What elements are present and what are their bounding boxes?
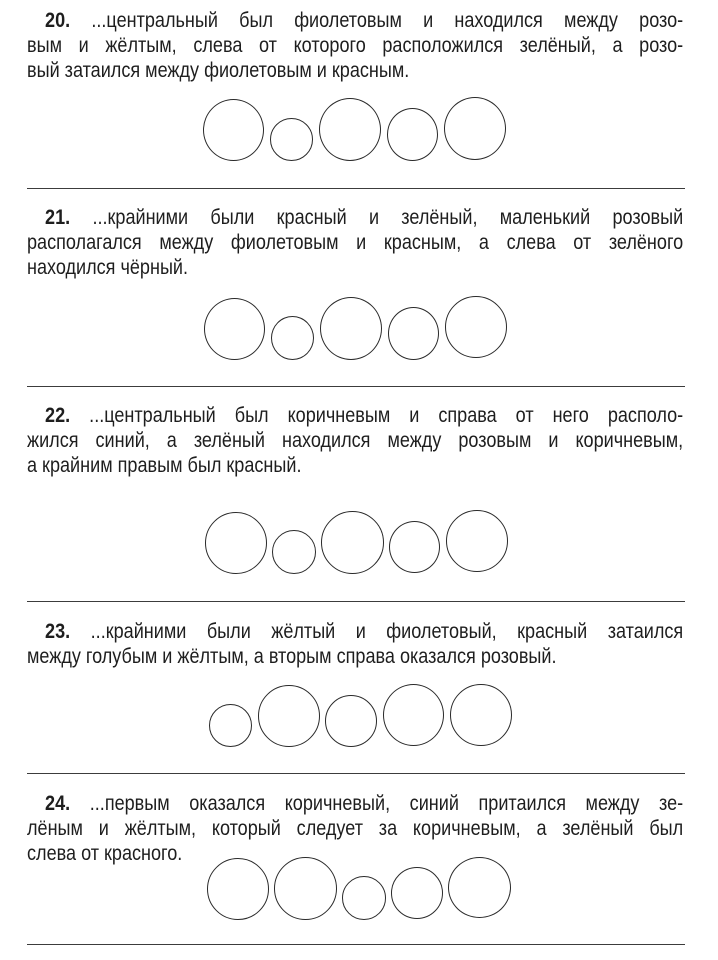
answer-circle-large[interactable]	[205, 512, 267, 574]
task-text	[27, 619, 683, 669]
text-line: 20. ...центральный был фиолетовым и находился между розо-	[45, 9, 684, 32]
answer-circle-small[interactable]	[342, 876, 386, 920]
text-line: жился синий, а зелёный находился между розовым и коричневым,	[27, 429, 684, 452]
answer-circle-medium[interactable]	[325, 695, 377, 747]
answer-circle-large[interactable]	[258, 685, 320, 747]
answer-circle-large[interactable]	[445, 296, 507, 358]
answer-circle-large[interactable]	[383, 684, 444, 746]
answer-circle-large[interactable]	[274, 857, 337, 920]
answer-circle-small[interactable]	[271, 316, 314, 360]
text-line: а крайним правым был красный.	[27, 454, 302, 477]
task-number: 24.	[45, 792, 71, 815]
task-text	[27, 8, 683, 83]
text-line: 24. ...первым оказался коричневый, синий притаился между зе-	[45, 792, 684, 815]
answer-circle-small[interactable]	[209, 704, 252, 747]
text-line: 21. ...крайними были красный и зелёный, маленький розовый	[45, 206, 684, 229]
text-line: 23. ...крайними были жёлтый и фиолетовый, красный затаился	[45, 620, 684, 643]
answer-circle-medium[interactable]	[387, 108, 438, 161]
section-divider	[27, 386, 685, 387]
section-divider	[27, 944, 685, 945]
answer-circle-small[interactable]	[272, 530, 316, 574]
text-line: между голубым и жёлтым, а вторым справа оказался розовый.	[27, 645, 557, 668]
answer-circle-large[interactable]	[320, 297, 382, 360]
text-line: вый затаился между фиолетовым и красным.	[27, 59, 410, 82]
text-line: 22. ...центральный был коричневым и справа от него располо-	[45, 404, 684, 427]
text-line: слева от красного.	[27, 842, 183, 865]
answer-circle-large[interactable]	[450, 684, 512, 746]
task-number: 20.	[45, 9, 71, 32]
section-divider	[27, 601, 685, 602]
task-text	[27, 403, 683, 478]
task-number: 23.	[45, 620, 71, 643]
answer-circle-small[interactable]	[270, 118, 313, 161]
task-number: 22.	[45, 404, 71, 427]
task-text	[27, 205, 683, 280]
answer-circle-medium[interactable]	[389, 521, 440, 573]
section-divider	[27, 188, 685, 189]
answer-circle-large[interactable]	[203, 99, 264, 161]
text-line: лёным и жёлтым, который следует за коричневым, а зелёный был	[27, 817, 684, 840]
text-line: вым и жёлтым, слева от которого расположился зелёный, а розо-	[27, 34, 684, 57]
answer-circle-large[interactable]	[319, 98, 381, 161]
answer-circle-large[interactable]	[204, 298, 265, 360]
task-number: 21.	[45, 206, 71, 229]
answer-circle-large[interactable]	[444, 97, 506, 160]
text-line: находился чёрный.	[27, 256, 189, 279]
answer-circle-medium[interactable]	[388, 307, 439, 360]
answer-circle-medium[interactable]	[391, 867, 443, 919]
task-text	[27, 791, 683, 866]
answer-circle-large[interactable]	[321, 511, 384, 574]
answer-circle-large[interactable]	[448, 857, 511, 918]
answer-circle-large[interactable]	[207, 858, 269, 920]
text-line: располагался между фиолетовым и красным, а слева от зелёного	[27, 231, 684, 254]
section-divider	[27, 773, 685, 774]
answer-circle-large[interactable]	[446, 510, 508, 572]
